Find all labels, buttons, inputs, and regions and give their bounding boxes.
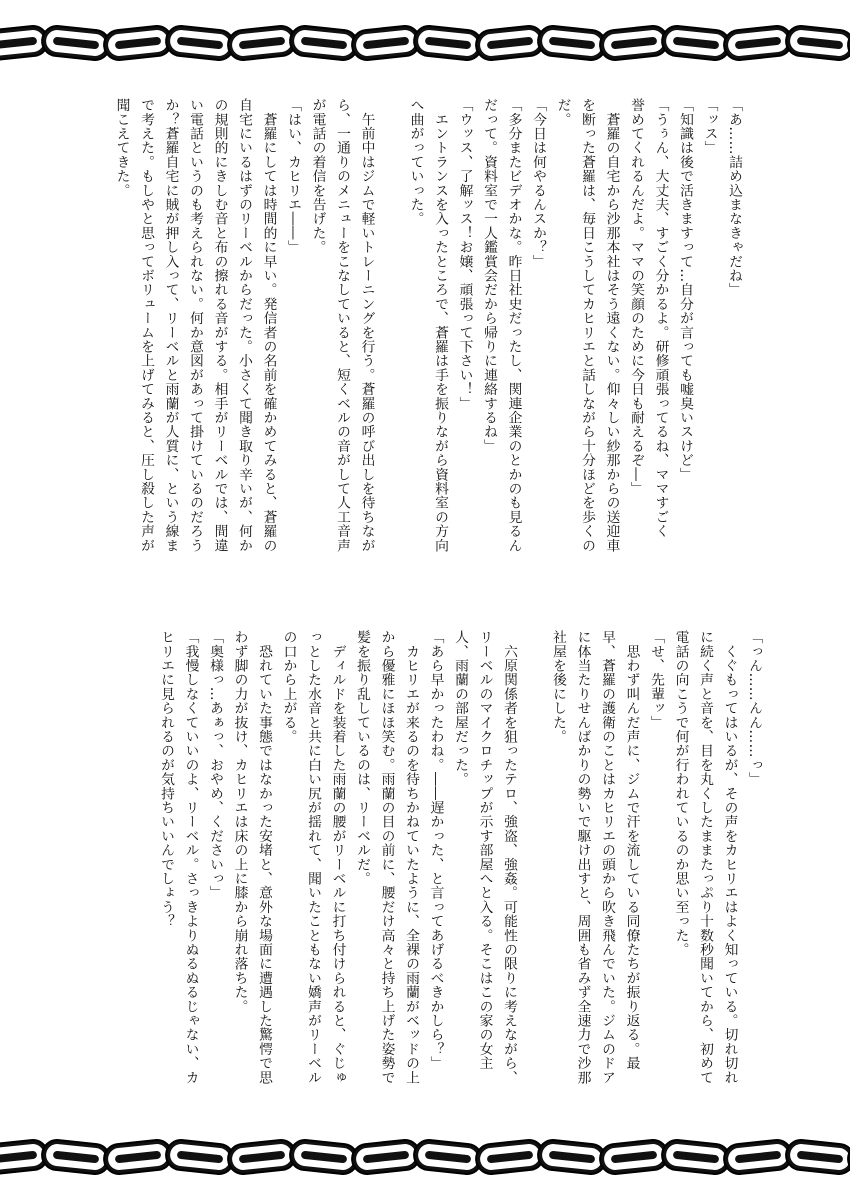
text-line: だ。 [554, 98, 571, 127]
text-line: ディルドを装着した雨蘭の腰がリーベルに打ち付けられると、ぐじゅ [329, 630, 346, 1085]
text-line: 「あら早かったわね。――遅かった、と言ってあげるべきかしら？」 [427, 630, 444, 1071]
text-line: ら、一通りのメニューをこなしていると、短くベルの音がして人工音声 [334, 98, 350, 553]
text-line: 恐れていた事態ではなかった安堵と、意外な場面に遭遇した驚愕で思 [256, 630, 272, 1085]
chain-link [537, 1139, 608, 1176]
text-line: 「せ、先輩ッ」 [648, 630, 664, 730]
text-line: 「知識は後で活きますって…自分が言っても嘘臭いスけど」 [677, 98, 693, 482]
upper-text-block [96, 98, 746, 588]
chain-link [661, 1139, 732, 1176]
chain-link [165, 25, 236, 62]
chain-link [475, 1139, 546, 1176]
chain-link [103, 1139, 174, 1176]
text-line: 「あ……詰め込まなきゃだね」 [726, 98, 742, 297]
text-line: 午前中はジムで軽いトレーニングを行う。蒼羅の呼び出しを待ちなが [358, 98, 375, 553]
text-line: 思わず叫んだ声に、ジムで汗を流している同僚たちが振り返る。最 [623, 630, 640, 1071]
text-line [521, 630, 546, 1085]
text-line: エントランスを入ったところで、蒼羅は手を振りながら資料室の方向 [432, 98, 448, 553]
text-line: だって。資料室で一人鑑賞会だから帰りに連絡するね」 [481, 98, 497, 453]
text-line: 人、雨蘭の部屋だった。 [452, 630, 468, 787]
text-line: 「多分またビデオかな。昨日社史だったし、関連企業のとかのも見るん [505, 98, 522, 553]
text-line: から優雅にほほ笑む。雨蘭の目の前に、腰だけ高々と持ち上げた姿勢で [378, 630, 395, 1085]
text-line: 聞こえてきた。 [113, 98, 130, 198]
chain-link [351, 1139, 422, 1176]
chain-link [289, 25, 360, 62]
chain-link [537, 25, 608, 62]
text-line: 誉めてくれるんだよ。ママの笑顔のために今日も耐えるぞ―」 [628, 98, 644, 496]
text-line: に体当たりせんばかりの勢いで駆け出すと、周囲も省みず全速力で沙那 [574, 630, 591, 1085]
chain-link [41, 25, 112, 62]
chain-link [723, 25, 794, 62]
chain-link [41, 1139, 112, 1176]
text-line: 「うぅん、大丈夫、すごく分かるよ。研修頑張ってるね、ママすごく [652, 98, 669, 539]
text-line: 自宅にいるはずのリーベルからだった。小さくて聞き取り辛いが、何か [236, 98, 252, 553]
text-line: 蒼羅にしては時間的に早い。発信者の名前を確かめてみると、蒼羅の [260, 98, 277, 553]
chain-link [351, 25, 422, 62]
text-line [379, 98, 404, 588]
chain-link [227, 1139, 298, 1176]
text-line: 六原関係者を狙ったテロ、強盗、強姦。可能性の限りに考えながら、 [501, 630, 517, 1085]
chain-border-top [0, 8, 850, 78]
text-line: 「ッス」 [701, 98, 718, 155]
text-line: 「ウッス、了解ッス！お嬢、頑張って下さい！」 [456, 98, 473, 411]
text-line: 髪を振り乱しているのは、リーベルだ。 [354, 630, 370, 886]
chain-link [785, 25, 850, 62]
text-line: ヒリエに見られるのが気持ちいいんでしょう？ [158, 630, 174, 929]
lower-text-block [96, 630, 766, 1085]
text-line: 「はい、カヒリエ――」 [285, 98, 301, 255]
text-line: 「っん……んん……っ」 [746, 630, 762, 787]
text-line: い電話というのも考えられない。何か意図があって掛けているのだろう [187, 98, 203, 553]
chain-link [103, 25, 174, 62]
chain-link [599, 1139, 670, 1176]
chain-link [475, 25, 546, 62]
text-line: カヒリエが来るのを待ちかねていたように、全裸の雨蘭がベッドの上 [403, 630, 419, 1085]
text-line: っとした水音と共に白い尻が揺れて、聞いたこともない嬌声がリーベル [305, 630, 321, 1085]
chain-link [227, 25, 298, 62]
text-line: へ曲がっていった。 [407, 98, 424, 226]
text-line: 蒼羅の自宅から沙那本社はそう遠くない。仰々しい紗那からの送迎車 [603, 98, 620, 553]
text-line: の規則的にきしむ音と布の擦れる音がする。相手がリーベルでは、間違 [211, 98, 228, 553]
text-line: か？蒼羅自宅に賊が押し入って、リーベルと雨蘭が人質に、という線ま [162, 98, 179, 553]
text-line: 「我慢しなくていいのよ、リーベル。さっきよりぬるぬるじゃない、カ [182, 630, 199, 1085]
chain-link [661, 25, 732, 62]
chain-link [723, 1139, 794, 1176]
text-line: 電話の向こうで何が行われているのか思い至った。 [672, 630, 689, 957]
text-line: を断った蒼羅は、毎日こうしてカヒリエと話しながら十分ほどを歩くの [579, 98, 595, 553]
chain-link [413, 1139, 484, 1176]
text-line: で考えた。もしやと思ってボリュームを上げてみると、圧し殺した声が [138, 98, 154, 553]
text-line: 「今日は何やるんスか？」 [530, 98, 546, 269]
text-line: くぐもってはいるが、その声をカヒリエはよく知っている。切れ切れ [721, 630, 738, 1085]
chain-link [289, 1139, 360, 1176]
text-line: 社屋を後にした。 [550, 630, 566, 744]
chain-link [599, 25, 670, 62]
chain-border-bottom [0, 1122, 850, 1192]
text-line: わず脚の力が抜け、カヒリエは床の上に膝から崩れ落ちた。 [231, 630, 248, 1014]
chain-link [785, 1139, 850, 1176]
text-line: 「奥様っ…あぁっ、おやめ、くださいっ」 [207, 630, 223, 900]
chain-link [165, 1139, 236, 1176]
text-line: リーベルのマイクロチップが示す部屋へと入る。そこはこの家の女主 [476, 630, 493, 1071]
chain-link [413, 25, 484, 62]
text-line: に続く声と音を、目を丸くしたままたっぷり十数秒聞いてから、初めて [697, 630, 713, 1085]
text-line: の口から上がる。 [280, 630, 297, 744]
text-line: が電話の着信を告げた。 [309, 98, 326, 255]
text-line: 早、蒼羅の護衛のことはカヒリエの頭から吹き飛んでいた。ジムのドア [599, 630, 615, 1085]
